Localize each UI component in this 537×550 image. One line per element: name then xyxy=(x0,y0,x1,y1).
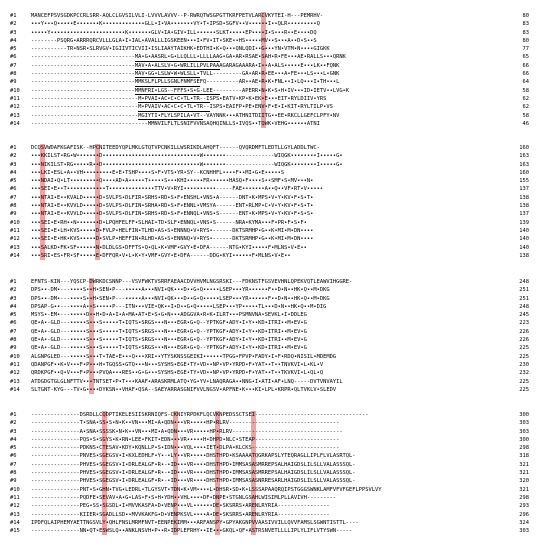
sequence-label: #9 xyxy=(10,345,17,352)
residue-position-number: 58 xyxy=(522,87,529,94)
sequence-residues: --------------------------------MMKSLFLPLLSGNLFNMFSEFQ----------AR••AE•R•K•FNL••I•LQ•••I•TH•••L xyxy=(31,79,340,86)
alignment-row xyxy=(0,120,537,128)
residue-position-number: 160 xyxy=(519,169,529,176)
sequence-label: #7 xyxy=(10,328,17,335)
sequence-residues: •••NDAI•Q•LT•••••••••Q••••AD•A•••••T•••••S•••KHI•••••FR••••••HASQ•F••••S••SMF•S•MV•••N• xyxy=(31,178,314,185)
sequence-residues: •••LKI•ESL•A••VH•••••••••E•E•TSHP••••S•F•VTS•YR•SY--KCNHHFL••••F••MI•G•E•••••S xyxy=(31,169,285,176)
alignment-row xyxy=(0,219,537,227)
residue-position-number: 300 xyxy=(519,412,529,418)
sequence-label: #11 xyxy=(10,227,20,234)
sequence-residues: --------------------------------MAV•A•ALSLV•G•WRLILLPVLPAAAGARAGAAARA•I••A•ALS•••••E•••LK••FQNK xyxy=(31,62,340,69)
sequence-residues: ---------------A•SNA•SSSSK•N•K••VN•••MI•A•QDN•••VR•••••HP•RLRV---------------------------------- xyxy=(31,428,343,435)
alignment-row xyxy=(0,378,537,386)
residue-position-number: 66 xyxy=(522,62,529,69)
sequence-residues: ---------------DSRDLLCQDPTIKELESIISKRNIQFS-CKNIYRPDKFLQCVKNPEDSSCTSEI----------------------------------- xyxy=(31,412,369,418)
sequence-residues: QE•A•-GLD---•••••S•••S•••••T•IQTS•SRGS•••N•••EGR•G•Q--YPTKGF•ADY•I•Y••KD•ITRI••M•EV•G xyxy=(31,328,307,335)
sequence-label: #5 xyxy=(10,178,17,185)
sequence-residues: -----------TR•NSR•SLRVGV•IGIIVTICVII•ISLIAAYTAIKHK•EDTHI•K•Q•••QNLQDI••G•••YN•VTM•N••••GIGKK xyxy=(31,46,330,53)
sequence-label: #5 xyxy=(10,46,17,53)
sequence-label: #10 xyxy=(10,219,20,226)
sequence-residues: ---------------PHVES•SGEGSV•I•DRLEALGF•R•-•ID•••VR••••DHSTHPD•IMMSASASNRRESARLHAIGDSLILSLLVALASSSQL- xyxy=(31,478,356,485)
sequence-residues: ---------------------------------M•PVAI•AC•C•C•TL•TR--ISPS•EATV•KP•K•EK•E•••EIT•RYLDIIV•YRS xyxy=(31,95,327,102)
alignment-row xyxy=(0,444,537,452)
alignment-row xyxy=(0,328,537,336)
sequence-label: #1 xyxy=(10,279,17,285)
sequence-label: #13 xyxy=(10,112,20,119)
residue-position-number: 139 xyxy=(519,219,529,226)
residue-position-number: 248 xyxy=(519,279,529,285)
residue-position-number: 298 xyxy=(519,494,529,501)
residue-position-number: 251 xyxy=(519,287,529,294)
alignment-row xyxy=(0,303,537,311)
sequence-residues: •••••Y•••••••••••••••••••••••K•••••••GLV•IA•GIV•ILL••••••SLKT•••••EP••••I•S•••R••E••••DQ xyxy=(31,29,317,36)
sequence-residues: DPS••-DM•---••••S••H•SEN•P---•••••A•••NVI•QK•••D••G•Q•••••LSEP•••YR••••••F••D•N••HK•Q••M•DKG xyxy=(31,295,330,302)
residue-position-number: 321 xyxy=(519,461,529,468)
sequence-residues: ---------------PNT•S•GHN•TVG•LEDRL•TLGYSVT•TDN•K•VM••••L•DHSR•SD•K•LSSSAPAAQRQIPSTGGGSWNKLAMFVFVFGEFLPPSVLVY xyxy=(31,486,382,493)
alignment-row xyxy=(0,62,537,70)
sequence-label: #9 xyxy=(10,211,17,218)
sequence-residues: ---------------T•SNA•SS•S•N•K••VN•••MI•A•QDN•••VR•••••HP•RLRV---------------------------------- xyxy=(31,420,340,427)
alignment-row xyxy=(0,369,537,377)
alignment-row xyxy=(0,511,537,519)
sequence-label: #8 xyxy=(10,470,17,477)
residue-position-number: 140 xyxy=(519,227,529,234)
alignment-row xyxy=(0,37,537,45)
alignment-block-2 xyxy=(0,144,537,260)
residue-position-number: 303 xyxy=(519,420,529,427)
alignment-row xyxy=(0,53,537,61)
sequence-label: #10 xyxy=(10,353,20,360)
sequence-residues: •••SALKD•FK•SF••••••N•DLDLGS•DFFTS•Q•QL•K•VMF•GVY•E•DFA------NTG•KYI•••••F•MLNS•V•E•• xyxy=(31,244,307,251)
residue-position-number: 163 xyxy=(519,161,529,168)
alignment-row xyxy=(0,477,537,485)
sequence-label: #5 xyxy=(10,312,17,319)
residue-position-number: 138 xyxy=(519,252,529,259)
sequence-residues: EFNTS-KIN---YQSCP-DWRKDCSNNP---VSVFWKTVSRRFAEAACDVVHVMLNGSRSKI---FDKNSTFGSVEVHNLQPEKVQTLEAWVIHGGRE- xyxy=(31,279,353,285)
residue-position-number: 245 xyxy=(519,312,529,319)
alignment-row xyxy=(0,386,537,394)
sequence-label: #11 xyxy=(10,95,20,102)
alignment-row xyxy=(0,78,537,86)
sequence-label: #3 xyxy=(10,29,17,36)
sequence-label: #4 xyxy=(10,169,17,176)
sequence-label: #13 xyxy=(10,244,20,251)
residue-position-number: 225 xyxy=(519,378,529,385)
sequence-label: #14 xyxy=(10,519,20,526)
sequence-residues: ---------------PHVES•SGEGSV•I•DRLEALGF•R•-•ID•••VR••••DHSTHPD•IMMSASASMRREPSALHAIGDSLILSLLVALASSSQL- xyxy=(31,470,356,477)
sequence-residues: •••NIKILST•RG•••••R••D••••••••••••••••••••••••••••••W•••••••---------------WIQGK••••••••I•••••G• xyxy=(31,161,343,168)
residue-position-number: 251 xyxy=(519,295,529,302)
residue-position-number: 324 xyxy=(519,519,529,526)
residue-position-number: 318 xyxy=(519,453,529,460)
alignment-row xyxy=(0,336,537,344)
alignment-row xyxy=(0,70,537,78)
sequence-label: #6 xyxy=(10,186,17,193)
sequence-label: #6 xyxy=(10,320,17,327)
alignment-row xyxy=(0,278,537,286)
residue-position-number: 160 xyxy=(519,145,529,151)
residue-position-number: 46 xyxy=(522,120,529,127)
residue-position-number: 225 xyxy=(519,353,529,360)
sequence-label: #14 xyxy=(10,120,20,127)
alignment-row xyxy=(0,361,537,369)
sequence-residues: ---------------NN•QT•ESWSLQ••ANKLNSVH•P••R•IDPLEFRHY••IE•••GKQL•QF•ASTRSNVETLLLLIPLYLIFLVTYSWN----- xyxy=(31,528,353,535)
sequence-label: #10 xyxy=(10,87,20,94)
residue-position-number: 64 xyxy=(522,79,529,86)
sequence-residues: SLTGNT-KYG---TV•G••••DYKSN••VHAF•QSA--SAEYARRASGNIFVVLNGSV•APFNE•K•••KI•LPL•KRPR•QLTVKLV•SLEDV xyxy=(31,386,337,393)
sequence-residues: ---------------KIIER•SGADLLSD••MVVKAKFG•D•VENPKSVL••••A•DE•SKSRRS•ARENLRYRIA---------------- xyxy=(31,511,330,518)
sequence-label: #4 xyxy=(10,303,17,310)
residue-position-number: 232 xyxy=(519,370,529,377)
residue-position-number: 298 xyxy=(519,445,529,452)
sequence-residues: --------------------------------MMNFRI•LGS--FFFS•S•G-LEE---------APERR•N•K•S•H•IV•••ID•IETV••LVG•K xyxy=(31,87,350,94)
residue-position-number: 80 xyxy=(522,13,529,19)
alignment-row xyxy=(0,45,537,53)
alignment-row xyxy=(0,185,537,193)
residue-position-number: 83 xyxy=(522,21,529,28)
residue-position-number: 58 xyxy=(522,112,529,119)
residue-position-number: 83 xyxy=(522,29,529,36)
sequence-label: #2 xyxy=(10,21,17,28)
sequence-residues: •••NTAI•E••KVVLD•••••D•SVLPS•DLFIN•SRHS•RD•S•F•ENNQL•VNS•S------ENT•K•MPS•V•Y•KV•F•S•S• xyxy=(31,211,314,218)
sequence-residues: --------------------------------MAV•GG•LSLW•W•WLSLL•TVLL---------GA•AR•R•EE•••A•FE•••LS•••L•GNK xyxy=(31,71,340,78)
sequence-label: #3 xyxy=(10,295,17,302)
alignment-row xyxy=(0,494,537,502)
residue-position-number: 225 xyxy=(519,345,529,352)
alignment-row xyxy=(0,344,537,352)
alignment-row xyxy=(0,210,537,218)
sequence-label: #6 xyxy=(10,54,17,61)
sequence-residues: ---------------PQS•S•SGYS•K•RN•LEE•FKIT•EDN•••VR•••••H•DHPD•NLC•STEAP-------------------------- xyxy=(31,436,340,443)
alignment-row xyxy=(0,103,537,111)
residue-position-number: 293 xyxy=(519,503,529,510)
alignment-block-4 xyxy=(0,411,537,535)
sequence-label: #9 xyxy=(10,79,17,86)
sequence-label: #12 xyxy=(10,236,20,243)
alignment-row xyxy=(0,452,537,460)
sequence-residues: ---------------PQDFE•SEVAV•A•G•LAS•F•S•H•YDH••VHL••••DF•DNPE•STGNLGSAHLWISIMLPLLAVIVH--------- xyxy=(31,494,337,501)
residue-position-number: 320 xyxy=(519,478,529,485)
sequence-label: #4 xyxy=(10,37,17,44)
alignment-row xyxy=(0,428,537,436)
residue-position-number: 225 xyxy=(519,386,529,393)
sequence-residues: QE•A•-GLD---•••••S•••S•••••T•IQTS•SRGS•••N•••EGR•G•Q--YPTKGF•ADY•I•Y••KD•ITRI••M•EV•G xyxy=(31,345,307,352)
sequence-label: #12 xyxy=(10,503,20,510)
alignment-row xyxy=(0,286,537,294)
sequence-label: #7 xyxy=(10,62,17,69)
alignment-row xyxy=(0,177,537,185)
sequence-residues: ---------------------------------MGIYTI•FLYLSPILA•VT--VAYNNK•••ATHNITDIITG••EE•RKCLLGEFCLPFY•NV xyxy=(31,112,340,119)
sequence-label: #7 xyxy=(10,461,17,468)
residue-position-number: 140 xyxy=(519,236,529,243)
sequence-label: #10 xyxy=(10,486,20,493)
sequence-label: #11 xyxy=(10,361,20,368)
sequence-label: #5 xyxy=(10,445,17,452)
alignment-row xyxy=(0,227,537,235)
alignment-row xyxy=(0,169,537,177)
residue-position-number: 163 xyxy=(519,153,529,160)
sequence-residues: QE•A•-GLD---•••••S•••S•••••T•IQTS•SRGS•••N•••EGR•G•Q--YPTKGF•ADY•I•Y••KD•ITRI••M•EV•G xyxy=(31,337,307,344)
sequence-label: #11 xyxy=(10,494,20,501)
sequence-residues: ------------------------------------MMNVILFLTLSNIFVVNSAQHQINLLS•IVQS••TQWK•VEHG••••••ATNI xyxy=(31,120,320,127)
alignment-row xyxy=(0,20,537,28)
residue-position-number: 230 xyxy=(519,361,529,368)
residue-position-number: 226 xyxy=(519,328,529,335)
alignment-row xyxy=(0,319,537,327)
sequence-label: #1 xyxy=(10,412,17,418)
residue-position-number: 140 xyxy=(519,244,529,251)
sequence-label: #12 xyxy=(10,104,20,111)
alignment-row xyxy=(0,353,537,361)
alignment-row xyxy=(0,235,537,243)
alignment-row xyxy=(0,436,537,444)
sequence-residues: ---------------PEG•SS•SGSDL•I•MVVKASFA•D•VENP•••VL••••••DE•SKSRRS•ARENLRYRIA---------------- xyxy=(31,503,330,510)
sequence-residues: •••Y•••Q•••••E•••••••K•••••••••••••GLL•I•VA•••••••VY•T•IPSD•SGFV••V••••••I••QLR•••••••••Q xyxy=(31,21,320,28)
alignment-row xyxy=(0,194,537,202)
alignment-row xyxy=(0,419,537,427)
residue-position-number: 66 xyxy=(522,71,529,78)
residue-position-number: 137 xyxy=(519,211,529,218)
residue-position-number: 303 xyxy=(519,528,529,535)
residue-position-number: 138 xyxy=(519,203,529,210)
residue-position-number: 321 xyxy=(519,470,529,477)
sequence-residues: ---------------PHVES•SGEGSV•I•DRLEALGF•R•-•ID•••VR••••DHSTHPD•IMMSASASMRREPSALHAIGDSLILSLLVALASSSQL- xyxy=(31,461,356,468)
sequence-label: #15 xyxy=(10,528,20,535)
residue-position-number: 303 xyxy=(519,428,529,435)
alignment-row xyxy=(0,161,537,169)
sequence-residues: ---------------------------------M•PVAIV•AC•C•C•TL•TR--ISPS•EAIFP•PE•ENV•F•E•I•KIT•RYLTILP•VS xyxy=(31,104,333,111)
residue-position-number: 155 xyxy=(519,178,529,185)
residue-position-number: 223 xyxy=(519,320,529,327)
sequence-residues: DPS••-DM•---••••S••H•SEN•P---•••••A•••NVI•QK•••D••G•Q•••••LSEP•••YR••••••F••D•N••HK•Q••M•DKG xyxy=(31,287,330,294)
residue-position-number: 65 xyxy=(522,54,529,61)
alignment-row xyxy=(0,295,537,303)
sequence-label: #2 xyxy=(10,153,17,160)
alignment-row xyxy=(0,411,537,419)
alignment-row xyxy=(0,87,537,95)
sequence-label: #2 xyxy=(10,420,17,427)
residue-position-number: 300 xyxy=(519,436,529,443)
alignment-row xyxy=(0,95,537,103)
alignment-row xyxy=(0,252,537,260)
sequence-residues: QE•A•-GLD---•••••S•••S•••••T•IQTS•SRGS•••N•••EGR•G•Q--YPTKGF•ADY•I•Y••KD•ITRI••M•EV•G xyxy=(31,320,307,327)
sequence-residues: --------------------------------MA•G•AASRL•G•LLQLLL•LLLLAAG•GA•AR•RSAE•SAH•R•FE•••AE•RALLS•••QRNK xyxy=(31,54,346,61)
sequence-label: #9 xyxy=(10,478,17,485)
sequence-residues: •••SEI•E•HK•KVS•••••D•SVLP•HEFFIN•RLHD•AS•S•ENNNQ•V•RYS•------DKTSRMHP•G••K•MI•M•DN•••• xyxy=(31,236,314,243)
sequence-label: #13 xyxy=(10,378,20,385)
sequence-residues: •••SEI•E••T••••••••••••T••••••••••••••TTV•V•RYI••••••••••-----FAE•••••••A••Q••VF•RT•V••••• xyxy=(31,186,324,193)
sequence-label: #8 xyxy=(10,337,17,344)
alignment-row xyxy=(0,469,537,477)
residue-position-number: 77 xyxy=(522,46,529,53)
sequence-residues: --------PSQRG•ARRRQRCVLLLGLA•I•IAL•AVALLLIGSKEEN•••I•FV•IT•SKE••HS•••••MV••S•••A••D•S••S xyxy=(31,37,317,44)
alignment-row xyxy=(0,461,537,469)
sequence-residues: IPDFQLAIPHEMYAETTNGSVLY•QHLFNSLMRMFNVT•EENPEKIMM•••ARFANSPY•GPYAKGNPVVAASIVVILLQVVFAMSLSGWNTISTTL---- xyxy=(31,519,359,526)
sequence-residues: •••SEI•E•LH•KVS•••••D•FVLP•HELFIN•TLHD•AS•S•ENNNQ•V•RYS•------DKTSRMHP•G••K•MI•M•DN•••• xyxy=(31,227,314,234)
alignment-block-1 xyxy=(0,12,537,128)
residue-position-number: 137 xyxy=(519,186,529,193)
alignment-row xyxy=(0,527,537,535)
alignment-row xyxy=(0,244,537,252)
sequence-label: #12 xyxy=(10,370,20,377)
sequence-residues: •••SRI•ES•FR•SF•••••E•DFFQR•V•L•K•Y•VMF•GVY•E•DFA------DDG•KYI••••••F•MLNS•V•E•• xyxy=(31,252,291,259)
sequence-residues: •••NTAI•E••KVALD•••••D•SVLPS•DLFIR•SRHS•RD•S•F•ENSHL•VNS•A------DNT•K•MPS•V•Y•KV•F•S•T• xyxy=(31,194,314,201)
sequence-residues: MANCEFPSVSGDKPCCRLSRR-AQLCLGVSILVLI-LVVVLAVVV--P-RWRQTWSGPGTTKRFPETVLARCVKYTEI-H---PEMRHV- xyxy=(31,13,324,19)
sequence-label: #6 xyxy=(10,453,17,460)
alignment-row xyxy=(0,29,537,37)
sequence-label: #3 xyxy=(10,428,17,435)
sequence-residues: QDANPGF••K•V•••F•P•••H•TGQSS•GTQ•••N•••SYSHS•EGE•TY•VD••NP•VP•YRPD•F•YAT••T••TNVKVI•L•KL•V xyxy=(31,361,324,368)
sequence-label: #13 xyxy=(10,511,20,518)
residue-position-number: 226 xyxy=(519,337,529,344)
sequence-label: #3 xyxy=(10,161,17,168)
sequence-residues: ATDGDGTGLGLNFTTV•••TNTSET•P•T•••KAAF•ARASKRMLATQ•YG•YV•LNAQRAGA••NNG•I•ATI•AF•LNQ-----DVTVNVAYIL xyxy=(31,378,343,385)
sequence-residues: ALGNPGLED---•••••S•••T•TAE•E•••Q•••XRI••YTYSKNSSGEIKI••••••TPGG•FPVP•FADY•I•F•RDQ•NISIL•MDEMDG xyxy=(31,353,337,360)
residue-position-number: 80 xyxy=(522,37,529,44)
sequence-label: #1 xyxy=(10,145,17,151)
alignment-row xyxy=(0,311,537,319)
alignment-block-3 xyxy=(0,278,537,394)
sequence-residues: DPSAP-G••---••••A••S•••••P---ITN•••VIE•QK••I•D••G•Q•••••LSEP•••YP•••••TL•••D•N••HK•Q••M•DIG xyxy=(31,303,327,310)
alignment-row xyxy=(0,112,537,120)
sequence-label: #1 xyxy=(10,13,17,19)
residue-position-number: 248 xyxy=(519,303,529,310)
residue-position-number: 321 xyxy=(519,486,529,493)
alignment-row xyxy=(0,486,537,494)
sequence-residues: •••NTAI•E••KVVLD•••••D•SVLPS•DLFIN•SRHA•RD•S•F•ENNL•VMSYA------ENT•RLMP•C•V•Y•KV•F•S•T• xyxy=(31,203,314,210)
alignment-row xyxy=(0,12,537,20)
sequence-label: #4 xyxy=(10,436,17,443)
sequence-label: #8 xyxy=(10,203,17,210)
alignment-row xyxy=(0,152,537,160)
sequence-residues: MSYS•-EM•---•••••D••H•D•A•I•A•MA•AT•E•S•G•N•••ADGGVA•R•K•ILRT•••PSMNVNA•SEVKL•I•DDLEG xyxy=(31,312,307,319)
sequence-residues: ---------------PDKNS•CTESAV•KDY•KQNLLP•S•IDN•••VQL••••IET•DLPA•KLCKS--------------------------- xyxy=(31,445,340,452)
sequence-label: #7 xyxy=(10,194,17,201)
residue-position-number: 138 xyxy=(519,194,529,201)
sequence-residues: DCQSVWDAFKGAFISK--HPCNITEEDYQPLMKLGTQTVPCNKILLWSRIKDLAHQFT------QVQRDMFTLEDTLLGYLADDLTWC- xyxy=(31,145,320,151)
alignment-row xyxy=(0,144,537,152)
alignment-row xyxy=(0,519,537,527)
residue-position-number: 296 xyxy=(519,511,529,518)
alignment-row xyxy=(0,202,537,210)
sequence-residues: •••KKILST•RG•W•••••••D••••••••••••••••••••••••••••••W•••••••---------------WIQGK••••••••I•••••G• xyxy=(31,153,343,160)
sequence-residues: QRDKPGF••Q•V•••F•P•••PVQA•••RES••G•G•••SYSHS•EGE•TY•VD••NP•VP•YRPD•F•YAT••T••TKVKVI•L•QL•Q xyxy=(31,370,324,377)
sequence-residues: ---------------PNVES•SGEGSV•I•KXLEDHLF•Y•-•LY••VR•••••DHSTHPD•KSAAAATQGRKAPSLYTEQRAGLLIPLFLVLASRTQL- xyxy=(31,453,356,460)
sequence-residues: •••SEI•E•RH••N•••••••D•LPQHFELFF•SLHAI•TD•SLF•ENNQL•VNS•S------NRA•KYMA•••F•PR•F•S•F• xyxy=(31,219,307,226)
sequence-label: #2 xyxy=(10,287,17,294)
sequence-label: #14 xyxy=(10,252,20,259)
sequence-label: #8 xyxy=(10,71,17,78)
alignment-row xyxy=(0,502,537,510)
sequence-label: #14 xyxy=(10,386,20,393)
residue-position-number: 62 xyxy=(522,95,529,102)
residue-position-number: 62 xyxy=(522,104,529,111)
